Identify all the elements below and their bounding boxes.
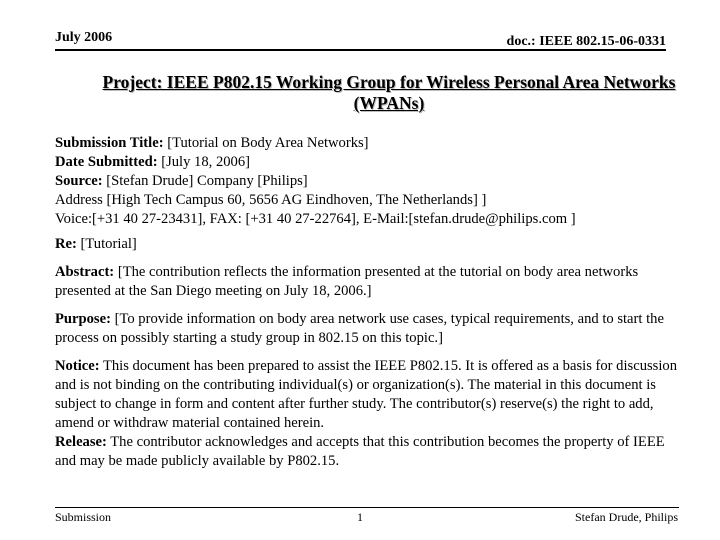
re-label: Re: bbox=[55, 236, 77, 252]
date-submitted-row bbox=[55, 153, 685, 172]
notice-label: Notice: bbox=[55, 358, 100, 374]
release-label: Release: bbox=[55, 434, 107, 450]
date-submitted-label: Date Submitted: bbox=[55, 154, 158, 170]
footer-page-number: 1 bbox=[357, 510, 363, 524]
source-row bbox=[55, 172, 685, 191]
header-date: July 2006 bbox=[55, 30, 113, 45]
purpose-block bbox=[55, 310, 685, 348]
release-value: The contributor acknowledges and accepts that this contribution becomes the property of IEEE and may be made publicly available by P802.15. bbox=[55, 434, 665, 469]
project-title-line1: Project: IEEE P802.15 Working Group for Wireless Personal Area Networks bbox=[102, 72, 676, 92]
re-value: [Tutorial] bbox=[80, 236, 137, 252]
source-label: Source: bbox=[55, 173, 103, 189]
notice-value: This document has been prepared to assist the IEEE P802.15. It is offered as a basis for discussion and is not binding on the contributing individual(s) or organization(s). The material in this document is subject to change in form and content after further study. The contributor(s) reserve(s) the right to add, amend or withdraw material contained herein. bbox=[55, 358, 677, 431]
purpose-label: Purpose: bbox=[55, 311, 111, 327]
abstract-block bbox=[55, 263, 685, 301]
project-title bbox=[55, 72, 720, 114]
source-value: [Stefan Drude] Company [Philips] bbox=[106, 173, 308, 189]
submission-title-label: Submission Title: bbox=[55, 135, 164, 151]
project-title-line2: (WPANs) bbox=[353, 93, 425, 113]
footer-rule bbox=[55, 507, 679, 508]
address-row: Address [High Tech Campus 60, 5656 AG Eindhoven, The Netherlands] ] bbox=[55, 192, 487, 208]
date-submitted-value: [July 18, 2006] bbox=[161, 154, 250, 170]
submission-form bbox=[55, 134, 685, 471]
abstract-value: [The contribution reflects the information presented at the tutorial on body area networks presented at the San Diego meeting on July 18, 2006.] bbox=[55, 264, 639, 299]
footer-author: Stefan Drude, Philips bbox=[575, 510, 678, 524]
header-doc-id: doc.: IEEE 802.15-06-0331 bbox=[506, 34, 666, 49]
purpose-value: [To provide information on body area network use cases, typical requirements, and to start the process on possibly starting a study group in 802.15 on this topic.] bbox=[55, 311, 664, 346]
submission-title-value: [Tutorial on Body Area Networks] bbox=[167, 135, 369, 151]
notice-block bbox=[55, 357, 685, 433]
voice-fax-email-row: Voice:[+31 40 27-23431], FAX: [+31 40 27-22764], E-Mail:[stefan.drude@philips.com ] bbox=[55, 211, 576, 227]
submission-title-row bbox=[55, 134, 685, 153]
abstract-label: Abstract: bbox=[55, 264, 115, 280]
release-block bbox=[55, 433, 685, 471]
re-row bbox=[55, 235, 685, 254]
footer-submission: Submission bbox=[55, 510, 112, 524]
header-rule bbox=[55, 49, 666, 51]
